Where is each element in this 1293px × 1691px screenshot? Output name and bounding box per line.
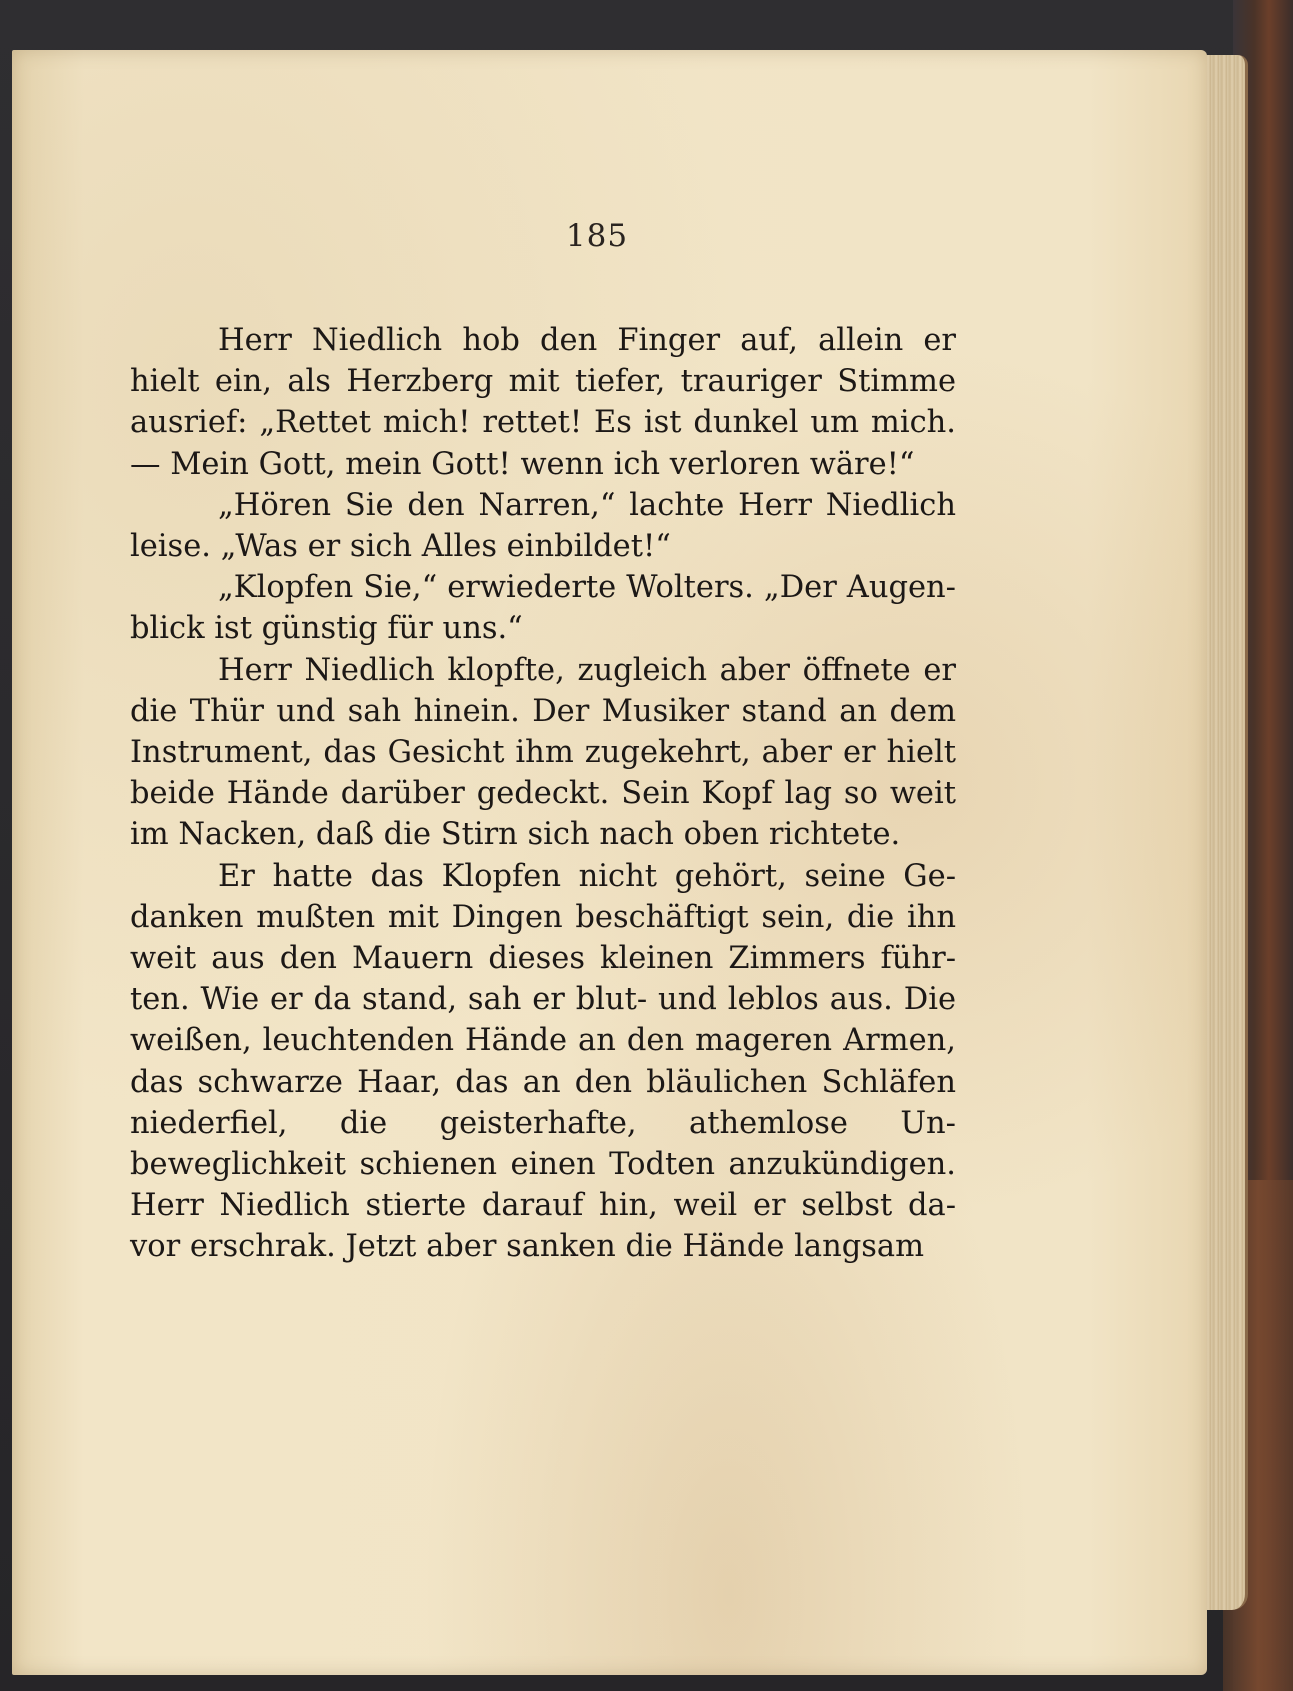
paragraph-4: Herr Niedlich klopfte, zugleich aber öffnete er die Thür und sah hinein. Der Musiker stand an dem Instrument, das Gesicht ihm zugekehrt, aber er hielt beide Hände darüber gedeckt. Sein Kopf lag so weit im Nacken, daß die Stirn sich nach oben richtete. — [130, 652, 956, 853]
paragraph-5: Er hatte das Klopfen nicht gehört, seine Ge- danken mußten mit Dingen beschäftigt sein, die ihn weit aus den Mauern dieses kleinen Zimmers führ- ten. Wie er da stand, sah er blut- und leblos aus. Die weißen, leuchtenden Hände an den mageren Armen, das schwarze Haar, das an den bläulichen Schläfen niederfiel, die geisterhafte, athemlose Un- beweglichkeit schienen einen Todten anzukündigen. Herr Niedlich stierte darauf hin, weil er selbst da- vor erschrak. Jetzt aber sanken die Hände langsam — [130, 858, 956, 1265]
page-number: 185 — [565, 218, 629, 254]
paragraph-3: „Klopfen Sie,“ erwiederte Wolters. „Der Augen- blick ist günstig für uns.“ — [130, 570, 956, 647]
body-text — [130, 320, 956, 1268]
paragraph-1: Herr Niedlich hob den Finger auf, allein er hielt ein, als Herzberg mit tiefer, trauriger Stimme ausrief: „Rettet mich! rettet! Es ist dunkel um mich. — Mein Gott, mein Gott! wenn ich verloren wäre!“ — [130, 323, 956, 482]
paragraph-2: „Hören Sie den Narren,“ lachte Herr Niedlich leise. „Was er sich Alles einbildet!“ — [130, 487, 956, 565]
book-page — [12, 50, 1207, 1675]
